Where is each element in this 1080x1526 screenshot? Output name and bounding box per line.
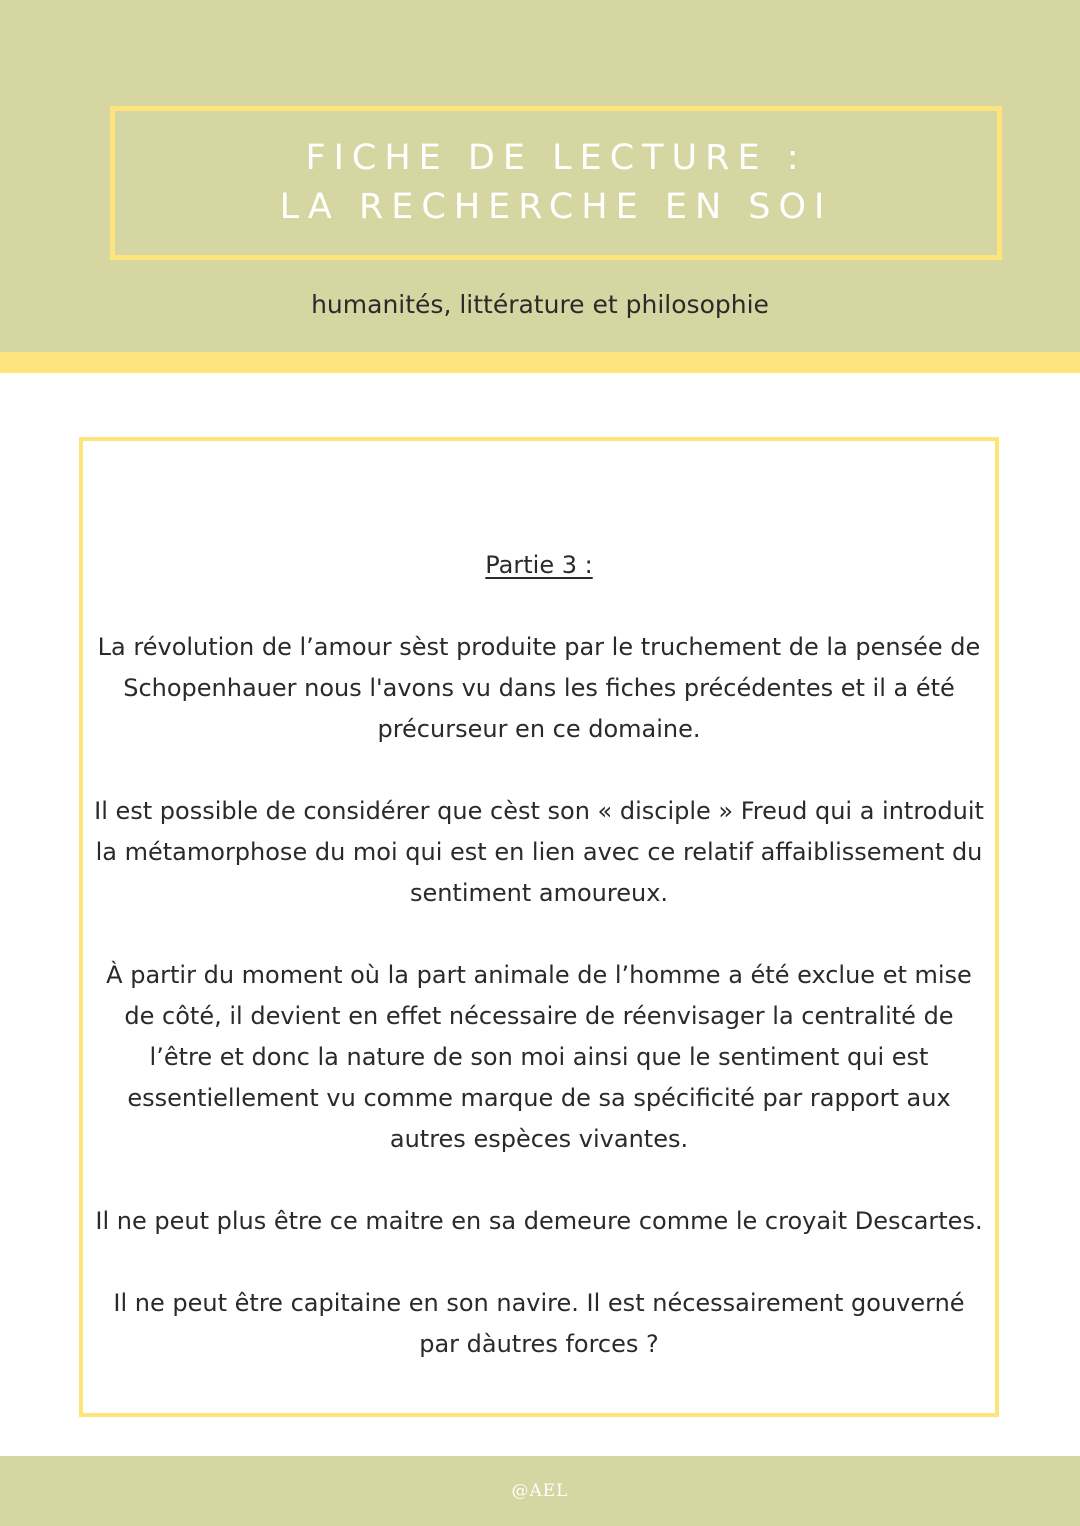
paragraph-2: Il est possible de considérer que cèst son « disciple » Freud qui a introduit la métamorphose du moi qui est en lien avec ce relatif affaiblissement du sentiment amoureux. [94, 797, 984, 907]
paragraph-4: Il ne peut plus être ce maitre en sa demeure comme le croyait Descartes. [95, 1207, 983, 1235]
paragraph-5: Il ne peut être capitaine en son navire. Il est nécessairement gouverné par dàutres forces ? [113, 1289, 965, 1358]
content-box [79, 437, 999, 1417]
content-body [91, 545, 987, 1365]
title-box [110, 106, 1002, 260]
title-line-1: FICHE DE LECTURE : [305, 138, 807, 178]
part-heading: Partie 3 : [485, 551, 593, 579]
page-subtitle: humanités, littérature et philosophie [311, 290, 769, 319]
paragraph-3: À partir du moment où la part animale de l’homme a été exclue et mise de côté, il devient en effet nécessaire de réenvisager la centralité de l’être et donc la nature de son moi ainsi que le sentiment qui est essentiellement vu comme marque de sa spécificité par rapport aux autres espèces vivantes. [106, 961, 972, 1153]
footer-credit: @AEL [511, 1481, 569, 1501]
paragraph-1: La révolution de l’amour sèst produite par le truchement de la pensée de Schopenhauer nous l'avons vu dans les fiches précédentes et il a été précurseur en ce domaine. [97, 633, 981, 743]
title-line-2: LA RECHERCHE EN SOI [279, 187, 833, 227]
header-accent-stripe [0, 352, 1080, 373]
page-footer [0, 1456, 1080, 1526]
